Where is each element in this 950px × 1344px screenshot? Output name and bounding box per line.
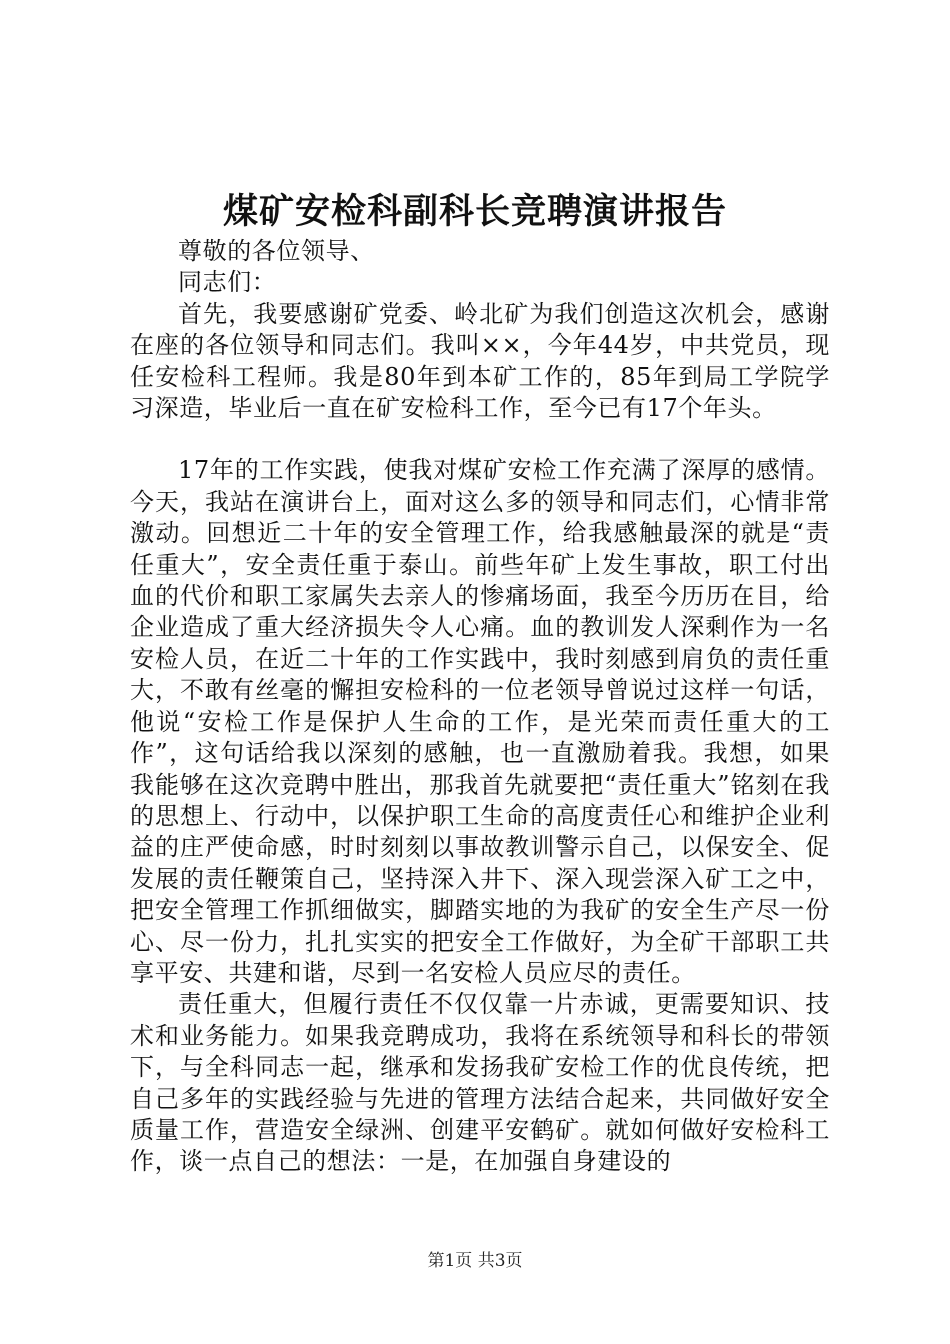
greeting-line: 尊敬的各位领导、 <box>178 237 375 265</box>
paragraph: 首先，我要感谢矿党委、岭北矿为我们创造这次机会，感谢在座的各位领导和同志们。我叫××，今年44岁，中共党员，现任安检科工程师。我是80年到本矿工作的，85年到局工学院学习深造，毕业后一直在矿安检科工作，至今已有17个年头。 <box>130 299 830 423</box>
greeting-line: 同志们： <box>178 268 277 297</box>
paragraph: 17年的工作实践，使我对煤矿安检工作充满了深厚的感情。今天，我站在演讲台上，面对这么多的领导和同志们，心情非常激动。回想近二十年的安全管理工作，给我感触最深的就是“责任重大”，安全责任重于泰山。前些年矿上发生事故，职工付出血的代价和职工家属失去亲人的惨痛场面，我至今历历在目，给企业造成了重大经济损失令人心痛。血的教训发人深剩作为一名安检人员，在近二十年的工作实践中，我时刻感到肩负的责任重大，不敢有丝毫的懈担安检科的一位老领导曾说过这样一句话，他说“安检工作是保护人生命的工作，是光荣而责任重大的工作”，这句话给我以深刻的感触，也一直激励着我。我想，如果我能够在这次竞聘中胜出，那我首先就要把“责任重大”铭刻在我的思想上、行动中，以保护职工生命的高度责任心和维护企业利益的庄严使命感，时时刻刻以事故教训警示自己，以保安全、促发展的责任鞭策自己，坚持深入井下、深入现尝深入矿工之中，把安全管理工作抓细做实，脚踏实地的为我矿的安全生产尽一份心、尽一份力，扎扎实实的把安全工作做好，为全矿干部职工共享平安、共建和谐，尽到一名安检人员应尽的责任。 <box>130 456 830 987</box>
document-body <box>130 236 830 1178</box>
document-title: 煤矿安检科副科长竞聘演讲报告 <box>222 191 727 232</box>
paragraph: 责任重大，但履行责任不仅仅靠一片赤诚，更需要知识、技术和业务能力。如果我竞聘成功，我将在系统领导和科长的带领下，与全科同志一起，继承和发扬我矿安检工作的优良传统，把自己多年的实践经验与先进的管理方法结合起来，共同做好安全质量工作，营造安全绿洲、创建平安鹤矿。就如何做好安检科工作，谈一点自己的想法：一是，在加强自身建设的 <box>130 990 830 1176</box>
page-number-footer: 第1页 共3页 <box>427 1251 523 1271</box>
